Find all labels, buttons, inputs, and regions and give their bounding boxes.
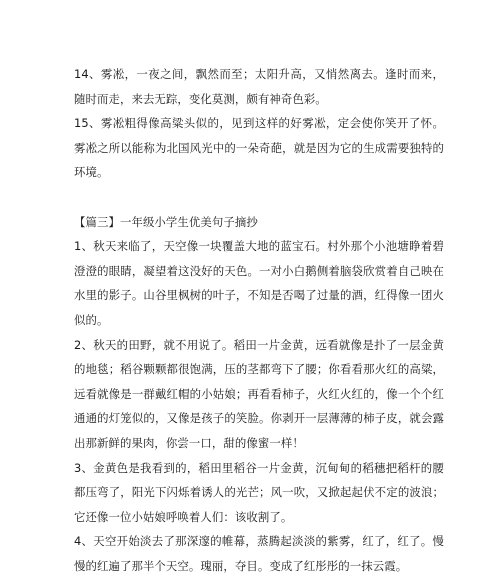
section-paragraph-4: 4、天空开始淡去了那深邃的帷幕，蒸腾起淡淡的紫雾，红了，红了。慢慢的红遍了那半个天空。瑰丽，夺目。变成了红彤彤的一抹云霞。 (74, 534, 444, 573)
section-paragraph-3: 3、金黄色是我看到的，稻田里稻谷一片金黄，沉甸甸的稻穗把稻杆的腰都压弯了，阳光下闪烁着诱人的光芒；风一吹，又掀起起伏不定的波浪；它还像一位小姑娘呼唤着人们：该收割了。 (74, 460, 444, 524)
section-paragraph-1: 1、秋天来临了，天空像一块覆盖大地的蓝宝石。村外那个小池塘睁着碧澄澄的眼睛，凝望着这没好的天色。一对小白鹅侧着脑袋欣赏着自己映在水里的影子。山谷里枫树的叶子，不知是否喝了过量的酒，红得像一团火似的。 (74, 239, 444, 327)
section-heading: 【篇三】一年级小学生优美句子摘抄 (74, 214, 258, 229)
section-paragraph-2: 2、秋天的田野，就不用说了。稻田一片金黄，远看就像是扑了一层金黄的地毯；稻谷颗颗都很饱满，压的茎都弯下了腰；你看看那火红的高粱，远看就像是一群戴红帽的小姑娘；再看看柿子，火红火红的，像一个个红通通的灯笼似的，又像是孩子的笑脸。你剥开一层薄薄的柿子皮，就会露出那新鲜的果肉，你尝一口，甜的像蜜一样！ (74, 337, 444, 450)
paragraph-15: 15、雾凇粗得像高粱头似的，见到这样的好雾凇，定会使你笑开了怀。雾凇之所以能称为北国风光中的一朵奇葩，就是因为它的生成需要独特的环境。 (74, 116, 444, 180)
paragraph-14: 14、雾凇，一夜之间，飘然而至；太阳升高，又悄然离去。逢时而来，随时而走，来去无踪，变化莫测，颇有神奇色彩。 (74, 67, 444, 106)
paragraph-gap (74, 185, 444, 210)
